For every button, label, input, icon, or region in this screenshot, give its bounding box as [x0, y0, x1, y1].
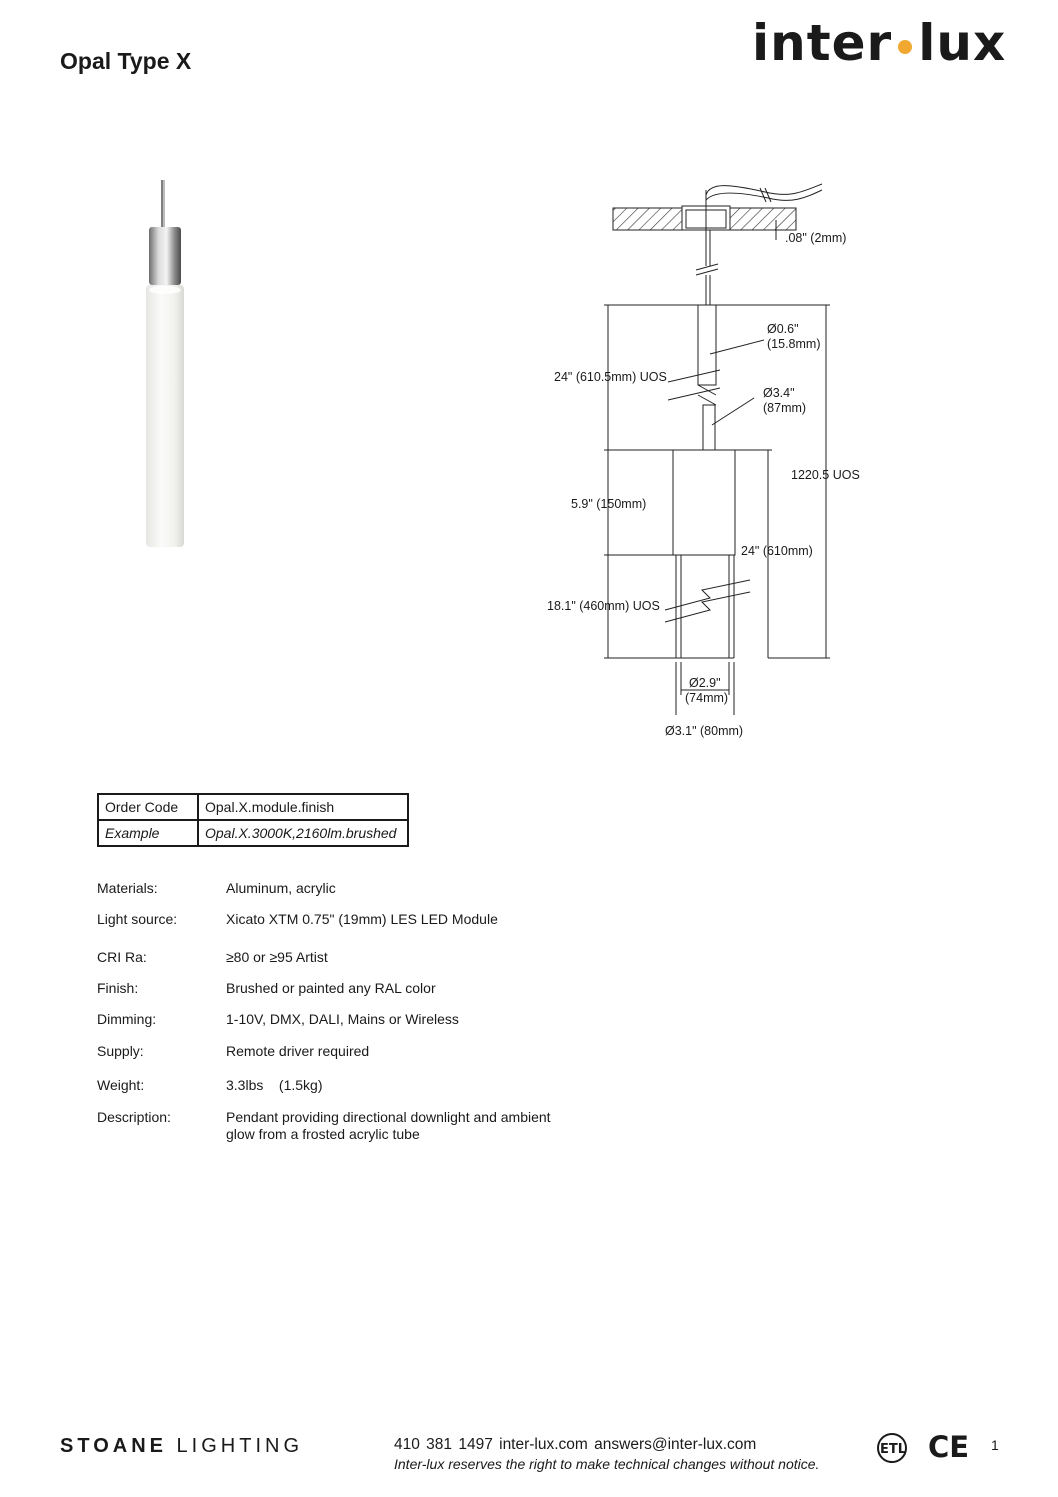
spec-value: Aluminum, acrylic: [226, 880, 336, 896]
table-row: [98, 794, 408, 820]
spec-value: 3.3lbs (1.5kg): [226, 1077, 323, 1093]
break-mark: [668, 370, 720, 382]
dim-tube-dia-in: Ø2.9": [689, 676, 721, 690]
leader-line: [710, 340, 764, 354]
stoane-lighting-logo: [60, 1435, 303, 1458]
page-title: Opal Type X: [60, 48, 192, 74]
leader-line: [712, 398, 754, 425]
logo-dot-icon: [898, 40, 912, 54]
stem-rod: [703, 405, 715, 450]
dim-tube-dia-mm: (74mm): [685, 691, 729, 705]
spec-label: Weight:: [97, 1077, 145, 1093]
product-photo: [130, 175, 210, 555]
logo-word-right: lux: [918, 14, 1007, 72]
dim-head-length: 5.9" (150mm): [571, 497, 647, 511]
break-mark: [696, 269, 718, 275]
dim-stem-length: 24" (610.5mm) UOS: [554, 370, 667, 384]
dim-outer-dia: Ø3.1" (80mm): [665, 724, 744, 738]
dim-canopy-dia-in: Ø3.4": [763, 386, 795, 400]
break-mark: [765, 188, 771, 202]
dim-stem-dia-mm: (15.8mm): [767, 337, 821, 351]
spec-value: Brushed or painted any RAL color: [226, 980, 436, 996]
example-value: Opal.X.3000K,2160lm.brushed: [198, 820, 408, 846]
spec-value: 1-10V, DMX, DALI, Mains or Wireless: [226, 1011, 459, 1027]
tube-glow: [149, 286, 181, 294]
page-number: 1: [991, 1437, 999, 1453]
example-label: Example: [98, 820, 198, 846]
spec-value: Pendant providing directional downlight and ambient glow from a frosted acrylic tube: [226, 1109, 551, 1142]
dim-stem-dia-in: Ø0.6": [767, 322, 799, 336]
spec-value: Xicato XTM 0.75" (19mm) LES LED Module: [226, 911, 498, 927]
dim-canopy-dia-mm: (87mm): [763, 401, 807, 415]
svg-text:ETL: ETL: [880, 1442, 907, 1457]
spec-label: Dimming:: [97, 1011, 157, 1027]
spec-label: Finish:: [97, 980, 139, 996]
metal-head: [149, 227, 181, 285]
table-row: [98, 820, 408, 846]
logo-word-left: inter: [752, 14, 893, 72]
spec-label: Description:: [97, 1109, 171, 1125]
spec-label: Light source:: [97, 911, 178, 927]
break-mark: [760, 188, 766, 202]
spec-value: Remote driver required: [226, 1043, 370, 1059]
spec-label: CRI Ra:: [97, 949, 147, 965]
contact-line: 410 381 1497 inter-lux.com answers@inter-lux.com: [394, 1436, 757, 1453]
technical-drawing: [540, 170, 880, 750]
break-mark: [698, 395, 716, 405]
dim-body-length: 24" (610mm): [741, 544, 813, 558]
order-code-label: Order Code: [98, 794, 198, 820]
spec-label: Materials:: [97, 880, 158, 896]
spec-label: Supply:: [97, 1043, 144, 1059]
dim-tube-length: 18.1" (460mm) UOS: [547, 599, 660, 613]
dim-ceiling-gap: .08" (2mm): [785, 231, 847, 245]
dim-overall: 1220.5 UOS: [791, 468, 860, 482]
order-code-table: [97, 793, 409, 847]
fixture-head: [673, 450, 735, 555]
ce-mark: CE: [928, 1430, 970, 1464]
etl-listed-icon: [872, 1432, 912, 1466]
break-mark: [696, 264, 718, 270]
break-mark: [668, 388, 720, 400]
disclaimer: Inter-lux reserves the right to make technical changes without notice.: [394, 1456, 820, 1472]
acrylic-tube: [146, 285, 184, 547]
brand-light: LIGHTING: [176, 1435, 303, 1457]
spec-value: ≥80 or ≥95 Artist: [226, 949, 328, 965]
order-code-value: Opal.X.module.finish: [198, 794, 408, 820]
inter-lux-logo: [752, 14, 1006, 72]
brand-bold: STOANE: [60, 1435, 167, 1457]
